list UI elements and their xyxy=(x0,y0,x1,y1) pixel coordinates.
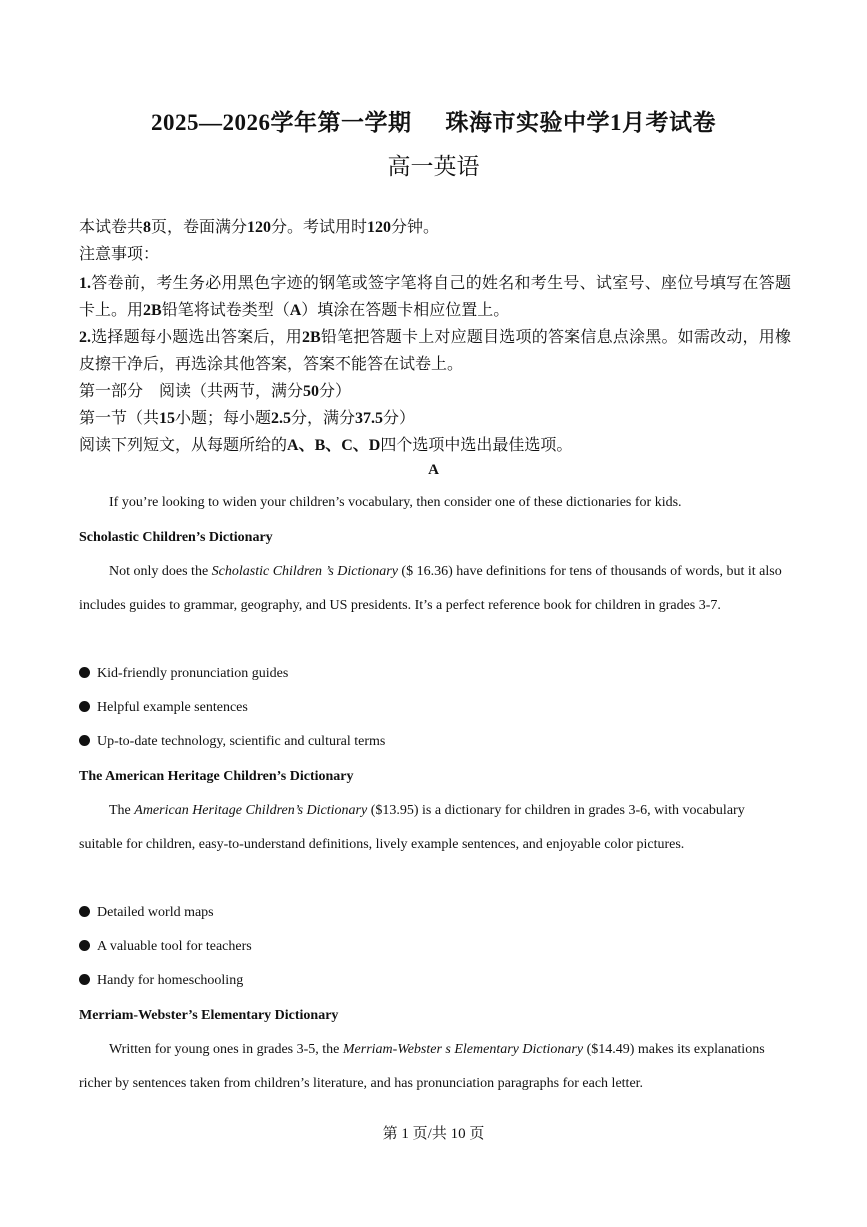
passage-intro: If you’re looking to widen your children’s vocabulary, then consider one of these dictionaries for kids. xyxy=(109,495,682,510)
text: ）填涂在答题卡相应位置上。 xyxy=(301,302,510,319)
book-title: Merriam-Webster s Elementary Dictionary xyxy=(342,1042,584,1057)
text: 第一节（共 xyxy=(79,410,160,427)
list-item xyxy=(79,700,248,716)
dictionary-2-paragraph xyxy=(79,794,791,862)
dictionary-1-paragraph xyxy=(79,555,791,623)
text: 第一部分 阅读（共两节，满分 xyxy=(79,383,304,400)
text: 铅笔把答题卡上对应题目选项的答案信息点涂黑。如需改动，用橡皮擦干净后，再选涂其他答案，答案不能答在试卷上。 xyxy=(79,329,791,373)
bullet-text: A valuable tool for teachers xyxy=(97,939,252,954)
bullet-icon xyxy=(79,974,90,985)
bullet-icon xyxy=(79,906,90,917)
text: ($13.95) is a dictionary for children in grades 3-6, with vocabulary suitable for children, easy-to-understand definitions, lively example sentences, and enjoyable color pictures. xyxy=(79,803,745,852)
passage-label: A xyxy=(428,462,439,478)
bullet-text: Up-to-date technology, scientific and cultural terms xyxy=(97,734,386,749)
dictionary-3-title: Merriam-Webster’s Elementary Dictionary xyxy=(79,1008,339,1023)
exam-term: 2025—2026学年第一学期 xyxy=(151,110,412,135)
notice-title: 注意事项： xyxy=(79,246,160,263)
notice-number: 1. xyxy=(79,275,91,292)
section-total: 37.5 xyxy=(355,410,384,427)
bullet-icon xyxy=(79,701,90,712)
text: 分） xyxy=(383,410,416,427)
bullet-icon xyxy=(79,667,90,678)
dictionary-1-title: Scholastic Children’s Dictionary xyxy=(79,530,273,545)
exam-school: 珠海市实验中学1月考试卷 xyxy=(445,110,716,135)
exam-time: 120 xyxy=(367,219,392,236)
text: 分。考试用时 xyxy=(271,219,368,236)
dictionary-3-paragraph xyxy=(79,1033,791,1101)
bullet-text: Kid-friendly pronunciation guides xyxy=(97,666,289,681)
text: 答卷前，考生务必用黑色字迹的钢笔或签字笔将自己的姓名和考生号、试室号、座位号填写在答题卡上。用 xyxy=(79,275,791,319)
pencil-type: 2B xyxy=(143,302,162,319)
text: 分钟。 xyxy=(391,219,440,236)
list-item xyxy=(79,666,288,682)
text: ($14.49) makes its explanations richer by sentences taken from children’s literature, and has pronunciation paragraphs for each letter. xyxy=(79,1042,765,1091)
text: 四个选项中选出最佳选项。 xyxy=(380,437,573,454)
text: 铅笔将试卷类型（ xyxy=(161,302,290,319)
question-count: 15 xyxy=(159,410,176,427)
text: 分，满分 xyxy=(291,410,356,427)
text: 阅读下列短文，从每题所给的 xyxy=(79,437,288,454)
bullet-text: Handy for homeschooling xyxy=(97,973,244,988)
part-heading xyxy=(79,378,791,405)
list-item xyxy=(79,939,252,955)
text: Not only does the xyxy=(109,564,212,579)
section-heading xyxy=(79,405,791,432)
dictionary-2-title: The American Heritage Children’s Dictionary xyxy=(79,769,354,784)
paper-type: A xyxy=(289,302,302,319)
options: A、B、C、D xyxy=(287,437,381,454)
list-item xyxy=(79,734,385,750)
text: 选择题每小题选出答案后，用 xyxy=(91,329,303,346)
book-title: Scholastic Children ’s Dictionary xyxy=(211,564,398,579)
bullet-text: Detailed world maps xyxy=(97,905,214,920)
exam-subject: 高一英语 xyxy=(387,154,480,179)
bullet-icon xyxy=(79,735,90,746)
book-title: American Heritage Children’s Dictionary xyxy=(134,803,368,818)
exam-title xyxy=(0,104,867,137)
points-each: 2.5 xyxy=(271,410,292,427)
text: Written for young ones in grades 3-5, the xyxy=(109,1042,343,1057)
intro-line xyxy=(79,214,791,241)
pencil-type: 2B xyxy=(302,329,321,346)
text: 页，卷面满分 xyxy=(151,219,248,236)
text: The xyxy=(109,803,135,818)
page-count: 8 xyxy=(143,219,152,236)
notice-item-2 xyxy=(79,324,791,378)
reading-instruction xyxy=(79,432,791,459)
list-item xyxy=(79,973,243,989)
page-footer: 第 1 页/共 10 页 xyxy=(382,1126,485,1142)
text: 分） xyxy=(319,383,352,400)
notice-item-1 xyxy=(79,270,791,324)
notice-number: 2. xyxy=(79,329,91,346)
list-item xyxy=(79,905,214,921)
text: ($ 16.36) have definitions for tens of thousands of words, but it also includes guides to grammar, geography, and US presidents. It’s a perfect reference book for children in grades 3-7. xyxy=(79,564,782,613)
part-score: 50 xyxy=(303,383,320,400)
full-score: 120 xyxy=(247,219,272,236)
text: 小题；每小题 xyxy=(175,410,272,427)
bullet-text: Helpful example sentences xyxy=(97,700,248,715)
text: 本试卷共 xyxy=(79,219,144,236)
bullet-icon xyxy=(79,940,90,951)
